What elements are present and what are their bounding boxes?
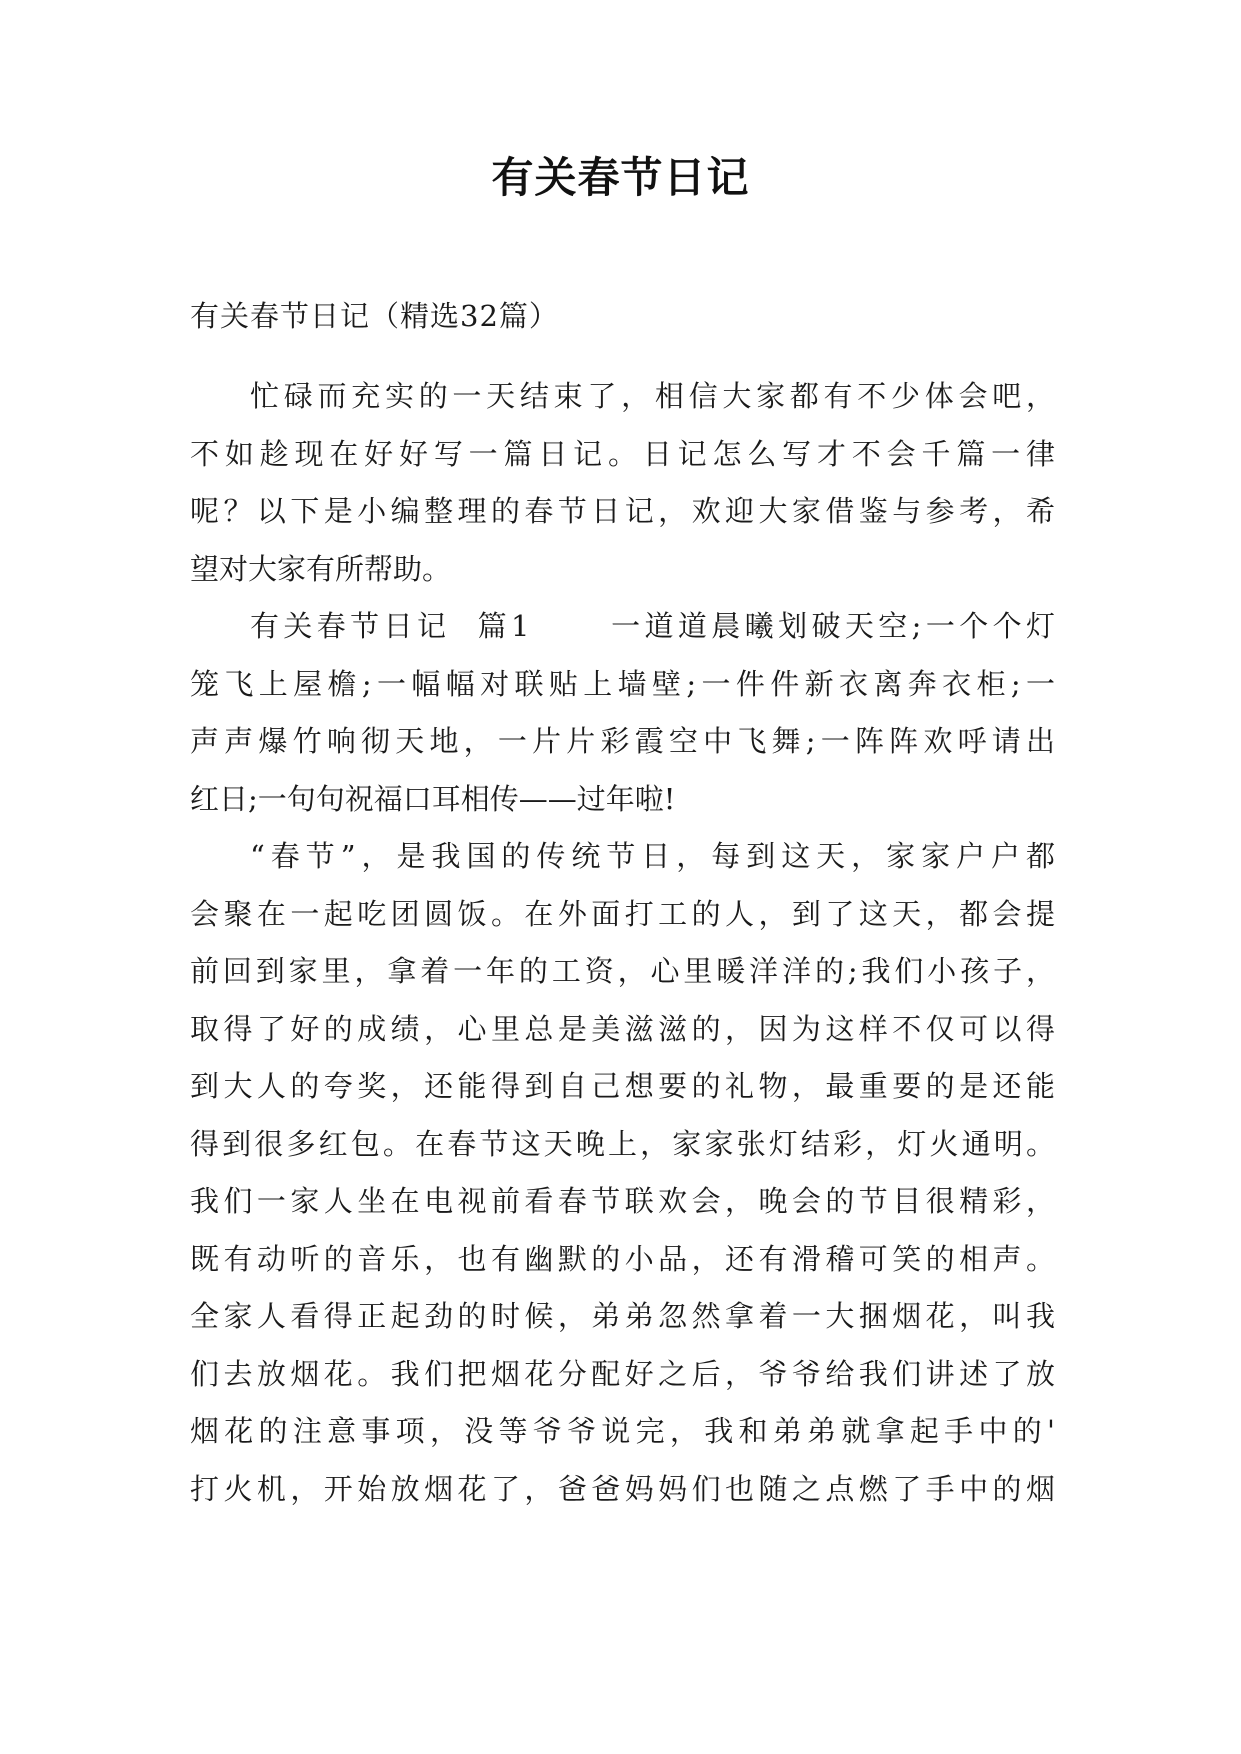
paragraph-line: 全家人看得正起劲的时候，弟弟忽然拿着一大捆烟花，叫我 — [190, 1299, 1055, 1333]
paragraph-spring-festival — [190, 828, 1055, 1518]
paragraph-intro — [190, 368, 1055, 598]
paragraph-line: 前回到家里，拿着一年的工资，心里暖洋洋的;我们小孩子， — [190, 954, 1055, 988]
paragraph-line: 忙碌而充实的一天结束了，相信大家都有不少体会吧， — [250, 379, 1055, 413]
document-title: 有关春节日记 — [491, 153, 750, 202]
paragraph-entry-1 — [190, 598, 1055, 828]
paragraph-line: 取得了好的成绩，心里总是美滋滋的，因为这样不仅可以得 — [190, 1011, 1055, 1046]
paragraph-line: 到大人的夸奖，还能得到自己想要的礼物，最重要的是还能 — [190, 1069, 1055, 1103]
paragraph-line: 笼飞上屋檐;一幅幅对联贴上墙壁;一件件新衣离奔衣柜;一 — [190, 666, 1055, 701]
paragraph-line: “春节”，是我国的传统节日，每到这天，家家户户都 — [250, 839, 1055, 873]
paragraph-line: 有关春节日记 篇1 一道道晨曦划破天空;一个个灯 — [250, 609, 1055, 643]
paragraph-line: 红日;一句句祝福口耳相传——过年啦! — [190, 781, 676, 816]
paragraph-line: 们去放烟花。我们把烟花分配好之后，爷爷给我们讲述了放 — [190, 1356, 1055, 1391]
paragraph-line: 呢？以下是小编整理的春节日记，欢迎大家借鉴与参考，希 — [190, 494, 1055, 528]
paragraph-line: 既有动听的音乐，也有幽默的小品，还有滑稽可笑的相声。 — [190, 1241, 1055, 1276]
paragraph-line: 会聚在一起吃团圆饭。在外面打工的人，到了这天，都会提 — [190, 896, 1055, 931]
paragraph-line: 不如趁现在好好写一篇日记。日记怎么写才不会千篇一律 — [190, 436, 1055, 471]
paragraph-line: 望对大家有所帮助。 — [190, 551, 452, 586]
paragraph-line: 声声爆竹响彻天地，一片片彩霞空中飞舞;一阵阵欢呼请出 — [190, 724, 1055, 758]
paragraph-line: 得到很多红包。在春节这天晚上，家家张灯结彩，灯火通明。 — [190, 1126, 1055, 1161]
document-subtitle: 有关春节日记（精选32篇） — [190, 299, 559, 333]
paragraph-line: 我们一家人坐在电视前看春节联欢会，晚会的节目很精彩， — [190, 1184, 1055, 1218]
paragraph-line: 烟花的注意事项，没等爷爷说完，我和弟弟就拿起手中的' — [190, 1414, 1055, 1448]
paragraph-line: 打火机，开始放烟花了，爸爸妈妈们也随之点燃了手中的烟 — [190, 1471, 1055, 1506]
